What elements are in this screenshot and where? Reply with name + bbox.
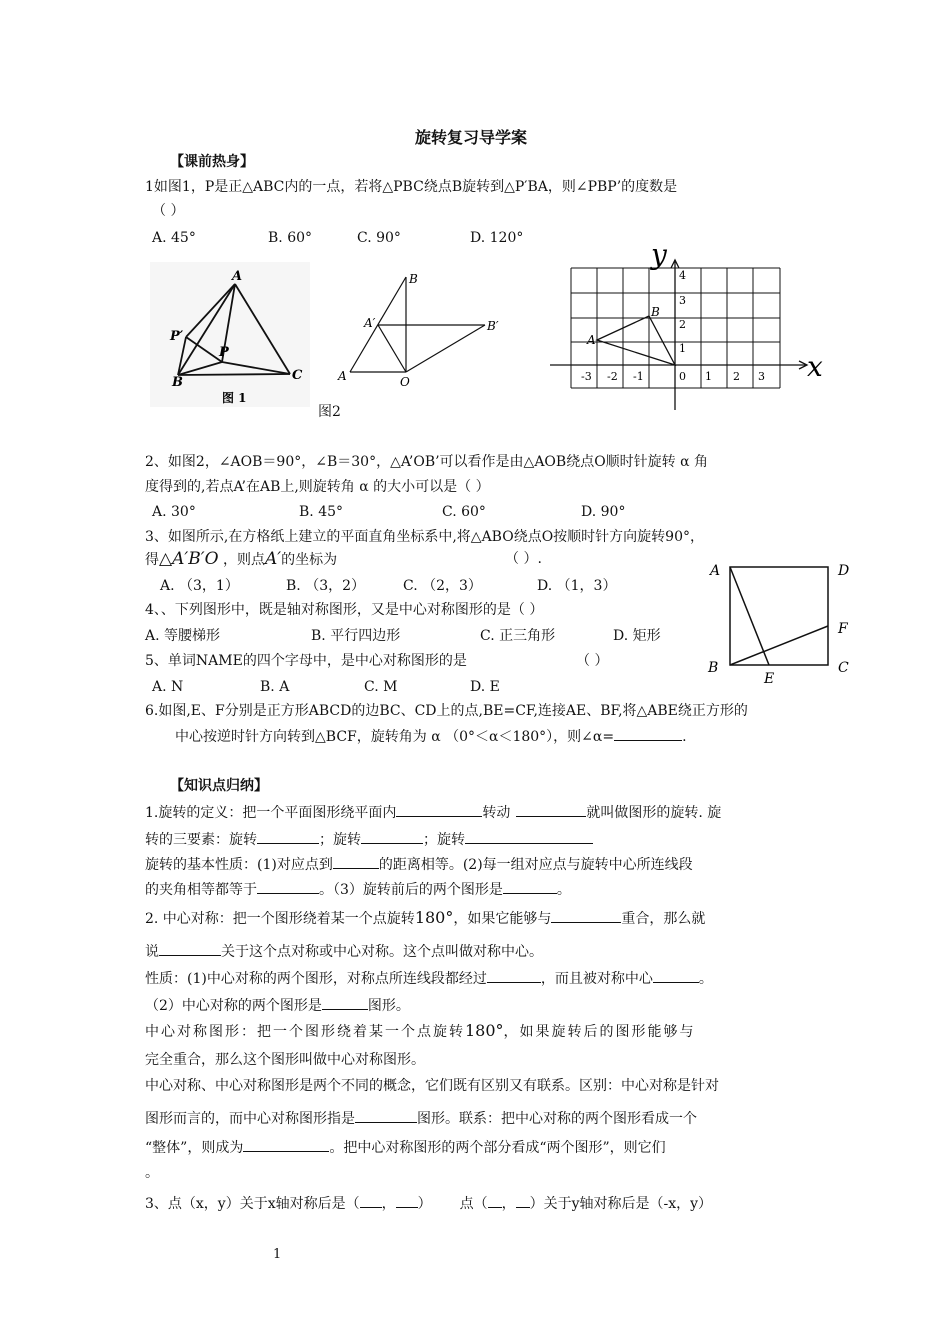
fig1-label-a: A: [232, 269, 243, 284]
k2-line3: [145, 968, 713, 989]
q4-option-a: A. 等腰梯形: [145, 628, 221, 644]
x-tick-2: 2: [733, 370, 740, 383]
fig1-label-c: C: [292, 368, 303, 383]
k3-f: ）关于y轴对称后是（-x，y）: [529, 1196, 713, 1212]
q1-text: 1如图1，P是正△ABC内的一点，若将△PBC绕点B旋转到△P′BA，则∠PBP’的度数是: [145, 179, 678, 195]
q6-line1: 6.如图,E、F分别是正方形ABCD的边BC、CD上的点,BE=CF,连接AE、BF,将△ABE绕正方形的: [145, 703, 748, 719]
fig2-label-o: O: [400, 375, 410, 389]
k1-blank-3: [257, 829, 319, 844]
grid-point-a: A: [587, 333, 596, 347]
k3-line: [145, 1193, 712, 1214]
q6-line2-text: 中心按逆时针方向转到△BCF，旋转角为 α （0°＜α＜180°），则∠α=: [175, 729, 615, 745]
k1-line1: [145, 802, 721, 823]
q5-option-d: D. E: [470, 679, 500, 695]
k1-l4a: 的夹角相等都等于: [145, 882, 257, 898]
x-tick-0: 0: [679, 370, 686, 383]
k3-b: ，: [381, 1196, 396, 1212]
q5-option-c: C. M: [364, 679, 398, 695]
k1-l2b: ；旋转: [319, 832, 361, 848]
k2-l3c: 。: [698, 971, 713, 987]
k1-blank-1: [396, 802, 482, 817]
k2-l2a: 说: [145, 944, 159, 960]
y-tick-3: 3: [679, 294, 686, 307]
q1-option-a: A. 45°: [152, 230, 196, 246]
fig2-label-b: B: [409, 272, 418, 286]
square-label-b: B: [708, 660, 719, 676]
q1-option-b: B. 60°: [268, 230, 313, 246]
k1-l3a: 旋转的基本性质：(1)对应点到: [145, 857, 333, 873]
q6-end: .: [682, 729, 687, 745]
k1-blank-4: [361, 829, 423, 844]
k2-l9b: 。把中心对称图形的两个部分看成“两个图形”，则它们: [329, 1140, 666, 1156]
k2-l5b: ，如果旋转后的图形能够与: [503, 1024, 696, 1040]
page-title: 旋转复习导学案: [415, 128, 528, 147]
k3-e: ，: [501, 1196, 516, 1212]
k2-l8a: 图形而言的，而中心对称图形指是: [145, 1111, 355, 1127]
y-axis-label: y: [651, 238, 667, 271]
x-tick-neg3: -3: [581, 370, 592, 383]
q3-option-b: B. （3，2）: [286, 578, 366, 594]
k2-l4b: 图形。: [367, 998, 410, 1014]
k2-line8: [145, 1108, 697, 1129]
q6-line2: [175, 726, 687, 747]
q3-mid: ，则点: [222, 552, 265, 568]
k2-l1a: 2. 中心对称：把一个图形绕着某一个点旋转: [145, 911, 415, 927]
q3-option-c: C. （2，3）: [403, 578, 482, 594]
k2-l1c: 重合，那么就: [621, 911, 706, 927]
q4-text: 4、、下列图形中，既是轴对称图形，又是中心对称图形的是（ ）: [145, 602, 544, 618]
coordinate-grid: [545, 238, 835, 413]
k2-l1b: ，如果它能够与: [453, 911, 552, 927]
y-tick-1: 1: [679, 342, 686, 355]
q3-line1: 3、如图所示,在方格纸上建立的平面直角坐标系中,将△ABO绕点O按顺时针方向旋转90°，: [145, 529, 704, 545]
k2-blank-7: [243, 1137, 329, 1152]
x-tick-1: 1: [705, 370, 712, 383]
q2-option-a: A. 30°: [152, 504, 196, 520]
q4-option-c: C. 正三角形: [480, 628, 556, 644]
k1-blank-6: [333, 854, 379, 869]
q3-option-a: A. （3，1）: [160, 578, 239, 594]
y-tick-4: 4: [679, 269, 686, 282]
k2-line6: 完全重合，那么这个图形叫做中心对称图形。: [145, 1052, 425, 1068]
q5-option-b: B. A: [260, 679, 290, 695]
q2-option-c: C. 60°: [442, 504, 486, 520]
q2-option-b: B. 45°: [299, 504, 344, 520]
square-label-f: F: [838, 621, 848, 637]
k2-line10: 。: [145, 1165, 159, 1181]
q3-post: 的坐标为: [281, 552, 338, 568]
k2-blank-4: [653, 968, 699, 983]
q2-line2: 度得到的,若点A’在AB上,则旋转角 α 的大小可以是（ ）: [145, 479, 490, 495]
square-label-e: E: [764, 671, 775, 687]
k2-line1: [145, 908, 705, 929]
k1-blank-8: [503, 879, 557, 894]
k3-blank-4: [516, 1193, 530, 1208]
figure-square-abcd: [700, 555, 860, 690]
k3-a: 3、点（x，y）关于x轴对称后是（: [145, 1196, 360, 1212]
k1-blank-5: [465, 829, 593, 844]
k2-line4: [145, 995, 410, 1016]
q3-triangle: △A′B′O: [159, 549, 219, 569]
q3-point: A′: [264, 549, 282, 569]
grid-point-b: B: [651, 305, 660, 319]
k1-line3: [145, 854, 693, 875]
y-tick-2: 2: [679, 318, 686, 331]
k2-blank-5: [322, 995, 368, 1010]
q5-paren: （ ）: [576, 653, 609, 669]
k2-line5: [145, 1021, 696, 1042]
q3-option-d: D. （1，3）: [537, 578, 617, 594]
k2-l4a: （2）中心对称的两个图形是: [145, 998, 322, 1014]
q5-text: 5、单词NAME的四个字母中，是中心对称图形的是: [145, 653, 467, 669]
q3-paren: （ ）.: [505, 551, 542, 567]
k1-l2c: ；旋转: [423, 832, 465, 848]
q4-option-b: B. 平行四边形: [311, 628, 401, 644]
figure-2-rotation: [330, 265, 510, 390]
q5-option-a: A. N: [152, 679, 184, 695]
fig2-label-b-prime: B′: [487, 319, 499, 333]
x-tick-neg2: -2: [607, 370, 618, 383]
q3-pre: 得: [145, 552, 159, 568]
k1-l1c: 就叫做图形的旋转. 旋: [586, 805, 722, 821]
k3-c: ）: [417, 1196, 432, 1212]
k3-blank-2: [396, 1193, 418, 1208]
k1-line2: [145, 829, 593, 850]
section-heading-warmup: 【课前热身】: [170, 154, 254, 170]
k2-line9: [145, 1137, 666, 1158]
k3-d: 点（: [459, 1196, 488, 1212]
q1-option-c: C. 90°: [357, 230, 401, 246]
k2-line2: [145, 941, 543, 962]
k2-l3b: ，而且被对称中心: [540, 971, 653, 987]
square-label-c: C: [838, 660, 849, 676]
k2-blank-1: [551, 908, 621, 923]
k2-l8b: 图形。联系：把中心对称的两个图形看成一个: [417, 1111, 697, 1127]
k2-blank-6: [355, 1108, 417, 1123]
k2-blank-2: [159, 941, 221, 956]
k2-deg2: 180°: [465, 1021, 504, 1040]
k3-blank-1: [360, 1193, 382, 1208]
k3-blank-3: [488, 1193, 502, 1208]
k2-blank-3: [487, 968, 541, 983]
q3-line2: [145, 549, 337, 570]
fig1-label-p-prime: P′: [170, 329, 184, 344]
k1-l1b: 转动: [482, 805, 511, 821]
fig2-label-a-prime: A′: [364, 316, 376, 330]
page-number: 1: [273, 1247, 282, 1262]
k1-l2a: 转的三要素：旋转: [145, 832, 257, 848]
k1-l4c: 。: [556, 882, 571, 898]
square-label-a: A: [710, 563, 721, 579]
k1-l1a: 1.旋转的定义：把一个平面图形绕平面内: [145, 805, 397, 821]
fig2-label-a: A: [338, 369, 347, 383]
k2-line7: 中心对称、中心对称图形是两个不同的概念，它们既有区别又有联系。区别：中心对称是针对: [145, 1078, 719, 1094]
q1-option-d: D. 120°: [470, 230, 524, 246]
figure-1-triangle: [150, 262, 310, 407]
fig1-label-b: B: [172, 375, 183, 390]
q2-option-d: D. 90°: [581, 504, 626, 520]
q1-paren: （ ）: [152, 203, 185, 219]
fig2-caption: 图2: [318, 404, 341, 420]
k1-line4: [145, 879, 571, 900]
k1-l3b: 的距离相等。(2)每一组对应点与旋转中心所连线段: [378, 857, 693, 873]
k2-l9a: “整体”，则成为: [145, 1140, 244, 1156]
k2-deg: 180°: [414, 908, 454, 927]
k2-l2b: 关于这个点对称或中心对称。这个点叫做对称中心。: [221, 944, 543, 960]
k1-l4b: 。（3）旋转前后的两个图形是: [319, 882, 503, 898]
fig1-label-p: P: [219, 345, 229, 360]
fig1-caption: 图 1: [222, 391, 247, 405]
q6-blank: [614, 726, 682, 741]
x-tick-3: 3: [758, 370, 765, 383]
x-axis-label: x: [807, 350, 823, 383]
k2-l5a: 中心对称图形：把一个图形绕着某一个点旋转: [145, 1024, 465, 1040]
square-label-d: D: [838, 563, 850, 579]
x-tick-neg1: -1: [633, 370, 644, 383]
q2-line1: 2、如图2，∠AOB＝90°，∠B＝30°，△A’OB’可以看作是由△AOB绕点O顺时针旋转 α 角: [145, 454, 709, 470]
k1-blank-2: [516, 802, 586, 817]
section-heading-knowledge: 【知识点归纳】: [170, 778, 268, 794]
q4-option-d: D. 矩形: [613, 628, 661, 644]
k2-l3a: 性质：(1)中心对称的两个图形，对称点所连线段都经过: [145, 971, 487, 987]
k1-blank-7: [257, 879, 319, 894]
